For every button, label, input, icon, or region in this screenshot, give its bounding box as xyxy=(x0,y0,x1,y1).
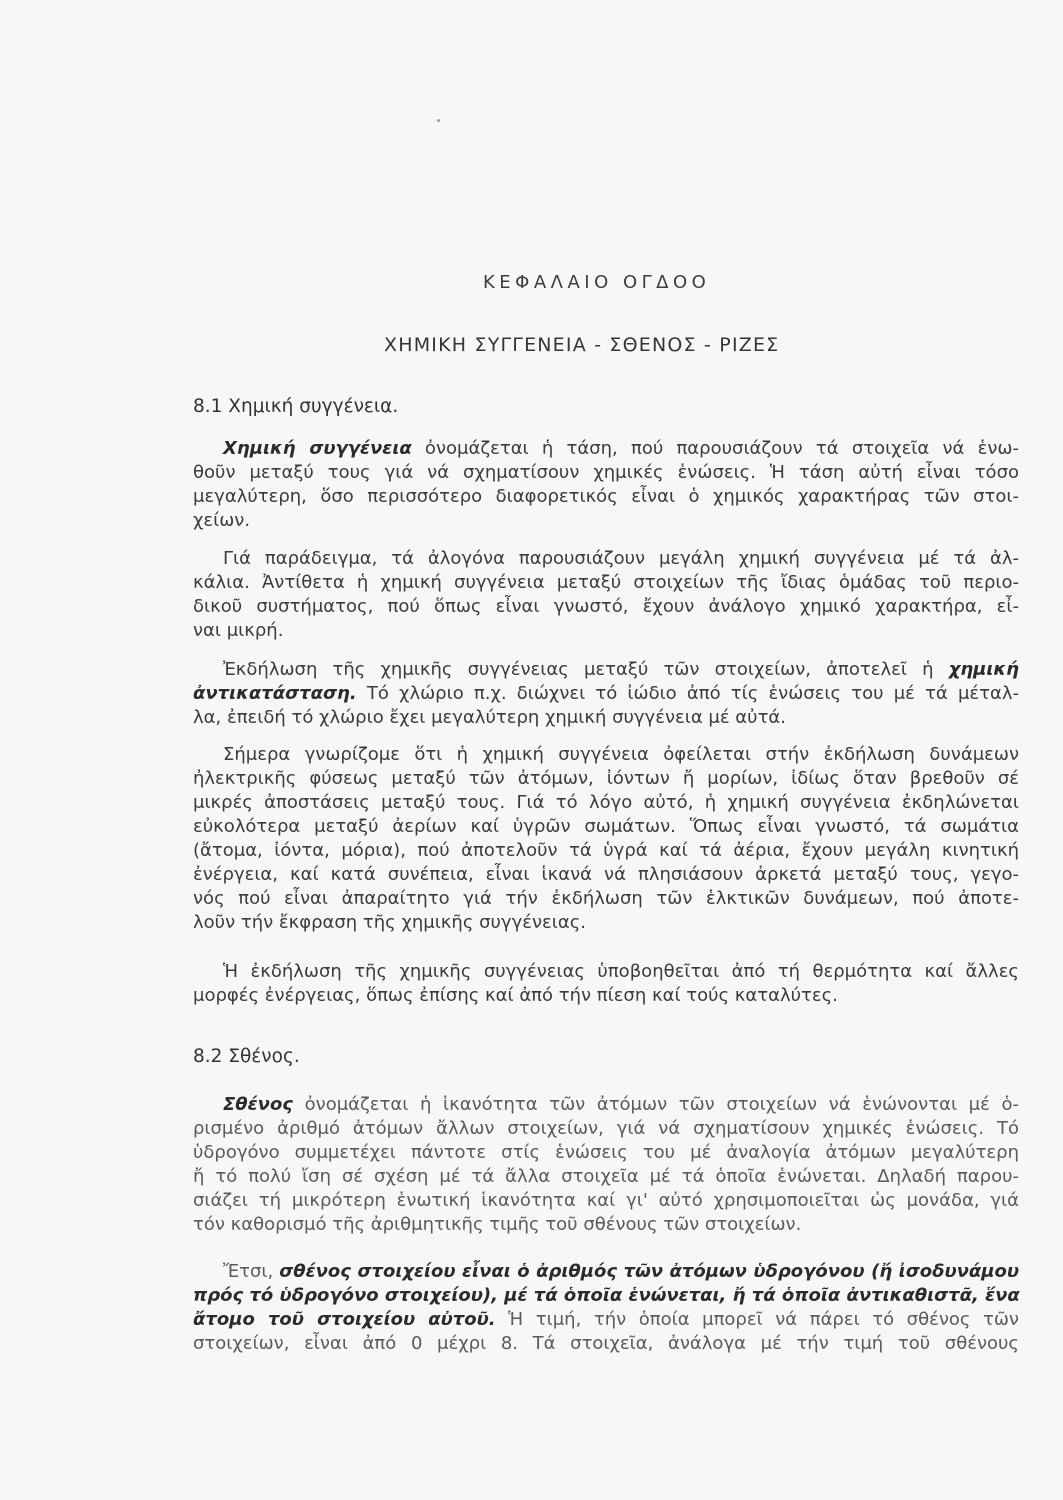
text-span: ὀνομάζεται ἡ ἱκανότητα τῶν ἀτόμων τῶν στοιχείων νά ἑνώνονται μέ ὁ- xyxy=(292,1094,1019,1115)
text-line: στοιχείων, εἶναι ἀπό 0 μέχρι 8. Τά στοιχεῖα, ἀνάλογα μέ τήν τιμή τοῦ σθένους xyxy=(193,1333,1019,1354)
text-line: Σήμερα γνωρίζομε ὅτι ἡ χημική συγγένεια ὀφείλεται στήν ἐκδήλωση δυνάμεων xyxy=(223,744,1019,765)
text-line: λα, ἐπειδή τό χλώριο ἔχει μεγαλύτερη χημική συγγένεια μέ αὐτά. xyxy=(193,707,787,728)
text-span: Ἔτσι, xyxy=(223,1261,280,1282)
chapter-label: ΚΕΦΑΛΑΙΟ ΟΓΔΟΟ xyxy=(483,272,711,293)
text-line: ρισμένο ἀριθμό ἀτόμων ἄλλων στοιχείων, γιά νά σχηματίσουν χημικές ἑνώσεις. Τό xyxy=(193,1118,1019,1139)
term-valence: Σθένος xyxy=(223,1094,293,1115)
text-span: Ἐκδήλωση τῆς χημικῆς συγγένειας μεταξύ τῶν στοιχείων, ἀποτελεῖ ἡ xyxy=(223,659,949,680)
text-line xyxy=(223,1093,1019,1117)
text-line xyxy=(193,1284,1019,1308)
text-line: Ἡ ἐκδήλωση τῆς χημικῆς συγγένειας ὑποβοηθεῖται ἀπό τή θερμότητα καί ἄλλες xyxy=(223,961,1019,982)
text-line: Γιά παράδειγμα, τά ἀλογόνα παρουσιάζουν μεγάλη χημική συγγένεια μέ τά ἀλ- xyxy=(223,548,1019,569)
text-line: ἠλεκτρικῆς φύσεως μεταξύ τῶν ἀτόμων, ἰόντων ἤ μορίων, ἰδίως ὅταν βρεθοῦν σέ xyxy=(193,768,1019,789)
text-line: νός πού εἶναι ἀπαραίτητο γιά τήν ἐκδήλωση τῶν ἑλκτικῶν δυνάμεων, πού ἀποτε- xyxy=(193,888,1019,909)
text-line: σιάζει τή μικρότερη ἑνωτική ἱκανότητα καί γι' αὐτό χρησιμοποιεῖται ὡς μονάδα, γιά xyxy=(193,1190,1019,1211)
chapter-title: ΧΗΜΙΚΗ ΣΥΓΓΕΝΕΙΑ - ΣΘΕΝΟΣ - ΡΙΖΕΣ xyxy=(384,334,780,356)
term-chemical-affinity: Χημική συγγένεια xyxy=(223,438,412,459)
text-line: ναι μικρή. xyxy=(193,620,284,641)
text-line: κάλια. Ἀντίθετα ἡ χημική συγγένεια μεταξύ στοιχείων τῆς ἴδιας ὁμάδας τοῦ περιο- xyxy=(193,572,1019,593)
text-line: ἐνέργεια, καί κατά συνέπεια, εἶναι ἱκανά νά πλησιάσουν ἀρκετά μεταξύ τους, γεγο- xyxy=(193,864,1019,885)
section-heading-8-1: 8.1 Χημική συγγένεια. xyxy=(193,396,399,417)
term-substitution: ἀντικατάσταση. xyxy=(193,683,357,704)
term-valence-definition-cont: πρός τό ὑδρογόνο στοιχείου), μέ τά ὁποῖα ἑνώνεται, ἤ τά ὁποῖα ἀντικαθιστᾶ, ἕνα xyxy=(193,1285,1020,1306)
text-line: εὐκολότερα μεταξύ ἀερίων καί ὑγρῶν σωμάτων. Ὅπως εἶναι γνωστό, τά σωμάτια xyxy=(193,816,1019,837)
text-line xyxy=(223,658,1019,682)
text-line xyxy=(193,1308,1019,1332)
scan-speck xyxy=(437,119,440,122)
text-line: χείων. xyxy=(193,510,251,531)
text-line: θοῦν μεταξύ τους γιά νά σχηματίσουν χημικές ἑνώσεις. Ἡ τάση αὐτή εἶναι τόσο xyxy=(193,462,1019,483)
text-span: Ἡ τιμή, τήν ὁποία μπορεῖ νά πάρει τό σθένος τῶν xyxy=(495,1309,1019,1330)
text-span: ὀνομάζεται ἡ τάση, πού παρουσιάζουν τά στοιχεῖα νά ἑνω- xyxy=(411,438,1019,459)
section-heading-8-2: 8.2 Σθένος. xyxy=(193,1046,300,1067)
term-valence-definition: σθένος στοιχείου εἶναι ὁ ἀριθμός τῶν ἀτόμων ὑδρογόνου (ἤ ἰσοδυνάμου xyxy=(279,1261,1019,1282)
text-line xyxy=(193,682,1019,706)
text-line: μορφές ἐνέργειας, ὅπως ἐπίσης καί ἀπό τήν πίεση καί τούς καταλύτες. xyxy=(193,985,838,1006)
text-span: Τό χλώριο π.χ. διώχνει τό ἰώδιο ἀπό τίς ἑνώσεις του μέ τά μέταλ- xyxy=(356,683,1019,704)
text-line: (ἄτομα, ἰόντα, μόρια), πού ἀποτελοῦν τά ὑγρά καί τά ἀέρια, ἔχουν μεγάλη κινητική xyxy=(193,840,1019,861)
text-line: δικοῦ συστήματος, πού ὅπως εἶναι γνωστό, ἔχουν ἀνάλογο χημικό χαρακτήρα, εἶ- xyxy=(193,596,1019,617)
text-line xyxy=(223,1260,1019,1284)
text-line: μικρές ἀποστάσεις μεταξύ τους. Γιά τό λόγο αὐτό, ἡ χημική συγγένεια ἐκδηλώνεται xyxy=(193,792,1019,813)
text-line: μεγαλύτερη, ὅσο περισσότερο διαφορετικός εἶναι ὁ χημικός χαρακτήρας τῶν στοι- xyxy=(193,486,1019,507)
term-valence-definition-end: ἄτομο τοῦ στοιχείου αὐτοῦ. xyxy=(193,1309,496,1330)
term-chemical: χημική xyxy=(948,659,1019,680)
text-line xyxy=(223,437,1019,461)
text-line: τόν καθορισμό τῆς ἀριθμητικῆς τιμῆς τοῦ σθένους τῶν στοιχείων. xyxy=(193,1214,802,1235)
text-line: λοῦν τήν ἔκφραση τῆς χημικῆς συγγένειας. xyxy=(193,912,586,933)
text-line: ὑδρογόνο συμμετέχει πάντοτε στίς ἑνώσεις του μέ ἀναλογία ἀτόμων μεγαλύτερη xyxy=(193,1142,1019,1163)
text-line: ἤ τό πολύ ἴση σέ σχέση μέ τά ἄλλα στοιχεῖα μέ τά ὁποῖα ἑνώνεται. Δηλαδή παρου- xyxy=(193,1166,1019,1187)
